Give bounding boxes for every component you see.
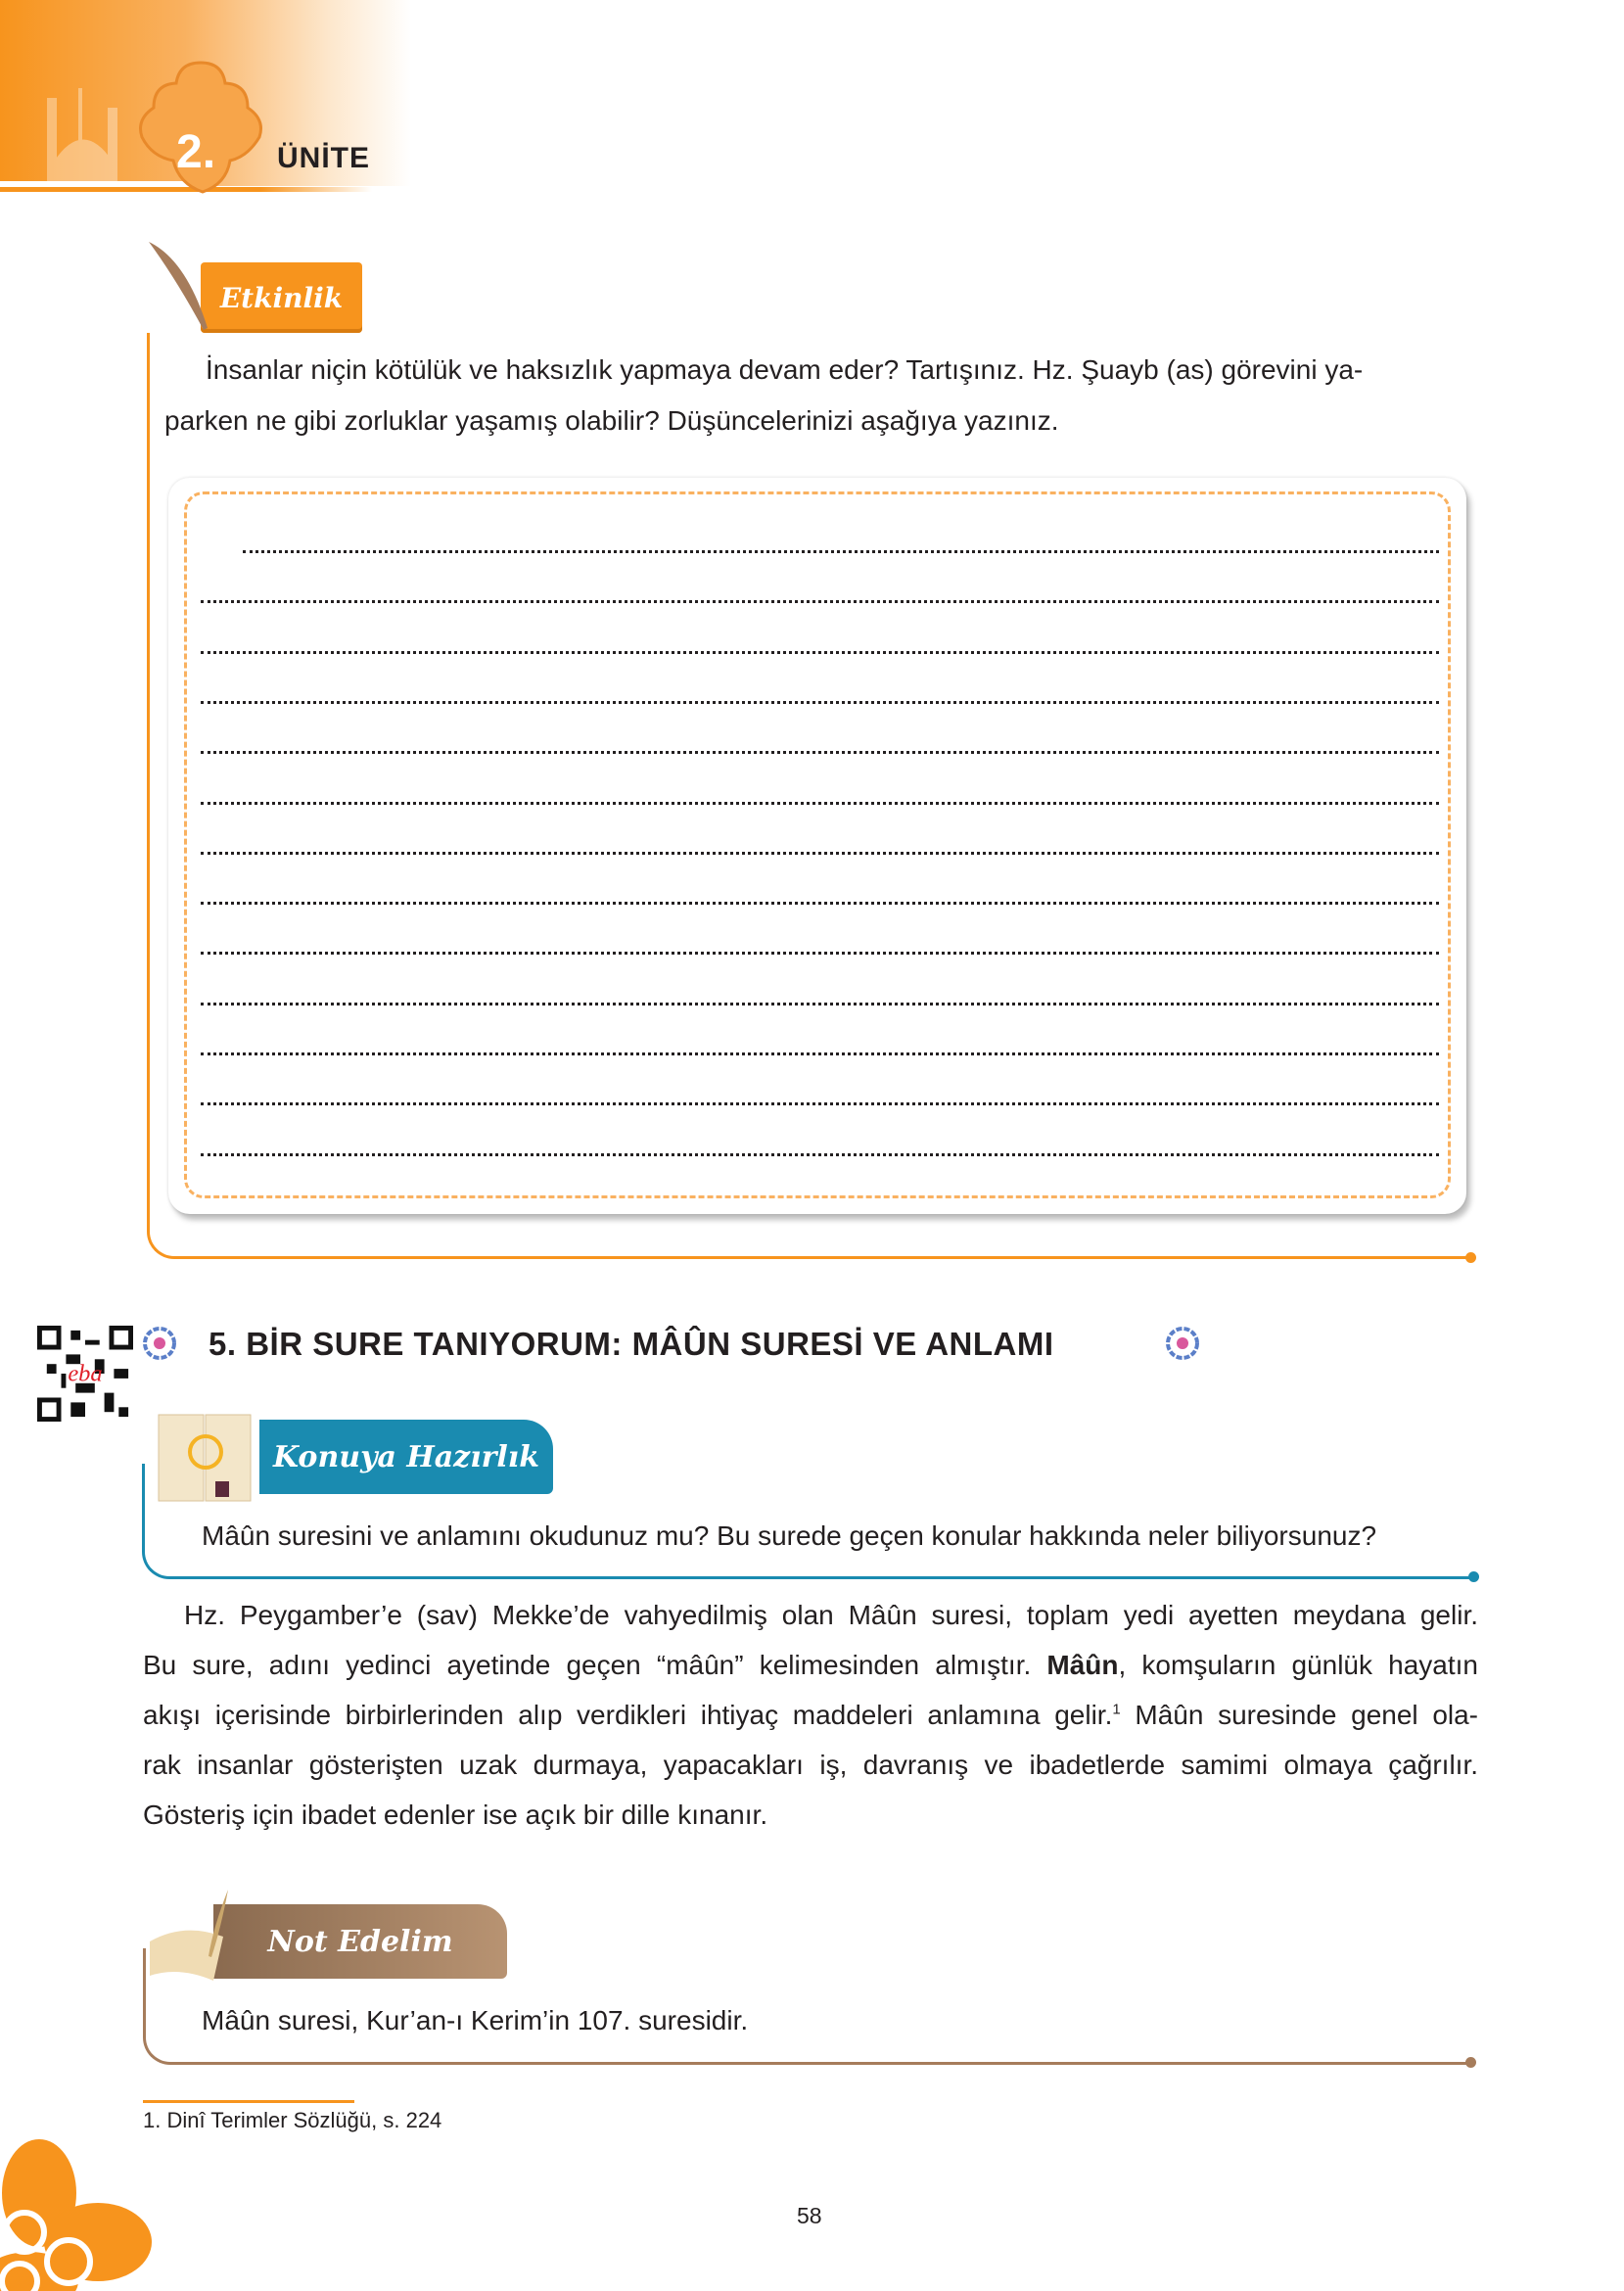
body-text: , komşuların günlük hayatın [1118,1650,1478,1680]
answer-dotted-line[interactable] [201,1003,1439,1005]
note-banner: Not Edelim [213,1904,507,1979]
answer-dotted-line[interactable] [201,852,1439,855]
flower-ornament-icon [1165,1326,1200,1361]
answer-dotted-line[interactable] [201,902,1439,905]
note-bracket-dot [1465,2057,1476,2068]
book-magnifier-icon [157,1413,255,1506]
activity-prompt-line-2: parken ne gibi zorluklar yaşamış olabilir? Düşüncelerinizi aşağıya yazınız. [164,405,1059,436]
body-line-4: rak insanlar gösterişten uzak durmaya, yapacakları iş, davranış ve ibadetlerde samimi olmaya çağrılır. [143,1750,1478,1780]
body-line-1: Hz. Peygamber’e (sav) Mekke’de vahyedilmiş olan Mâûn suresi, toplam yedi ayetten meydana gelir. [184,1600,1478,1630]
mosque-silhouette-icon [39,88,147,186]
answer-dotted-line[interactable] [201,701,1439,704]
body-text: akışı içerisinde birbirlerinden alıp verdikleri ihtiyaç maddeleri anlamına gelir. [143,1700,1113,1730]
answer-dotted-line[interactable] [201,600,1439,603]
scroll-quill-icon [145,1888,253,1986]
answer-dotted-line[interactable] [201,802,1439,805]
activity-bracket-dot [1465,1252,1476,1263]
footnote-rule [143,2100,354,2103]
corner-flower-ornament-icon [0,2134,157,2291]
body-line-3 [143,1700,1478,1731]
body-text: Mâûn suresinde genel ola- [1120,1700,1479,1730]
body-line-5: Gösteriş için ibadet edenler ise açık bir dille kınanır. [143,1800,768,1830]
page-number: 58 [797,2203,822,2228]
answer-dotted-line[interactable] [201,1052,1439,1055]
qr-code[interactable] [36,1326,134,1422]
answer-dotted-line[interactable] [201,1153,1439,1156]
body-bold-term: Mâûn [1046,1650,1119,1680]
qr-eba-label: eba [68,1360,103,1387]
answer-dotted-line[interactable] [201,952,1439,955]
quill-icon [147,240,215,333]
footnote: 1. Dinî Terimler Sözlüğü, s. 224 [143,2108,442,2132]
answer-box-dashed-border [184,491,1451,1198]
footnote-ref[interactable]: 1 [1112,1701,1121,1718]
preparation-bracket-dot [1468,1571,1479,1582]
body-line-2 [143,1650,1478,1681]
section-title: 5. BİR SURE TANIYORUM: MÂÛN SURESİ VE ANLAMI [209,1326,1054,1362]
answer-dotted-line[interactable] [201,751,1439,754]
activity-banner: Etkinlik [201,262,362,333]
preparation-banner: Konuya Hazırlık [259,1420,553,1494]
answer-dotted-line[interactable] [243,550,1439,553]
answer-dotted-line[interactable] [201,1102,1439,1105]
answer-dotted-line[interactable] [201,651,1439,654]
activity-prompt-line-1: İnsanlar niçin kötülük ve haksızlık yapmaya devam eder? Tartışınız. Hz. Şuayb (as) görevini ya- [206,354,1364,385]
unit-number: 2. [176,126,216,178]
flower-ornament-icon [142,1326,177,1361]
body-text: Bu sure, adını yedinci ayetinde geçen “mâûn” kelimesinden almıştır. [143,1650,1047,1680]
unit-label: ÜNİTE [277,142,370,174]
preparation-question: Mâûn suresini ve anlamını okudunuz mu? Bu surede geçen konular hakkında neler biliyorsunuz? [202,1520,1377,1551]
note-text: Mâûn suresi, Kur’an-ı Kerim’in 107. suresidir. [202,2005,749,2035]
